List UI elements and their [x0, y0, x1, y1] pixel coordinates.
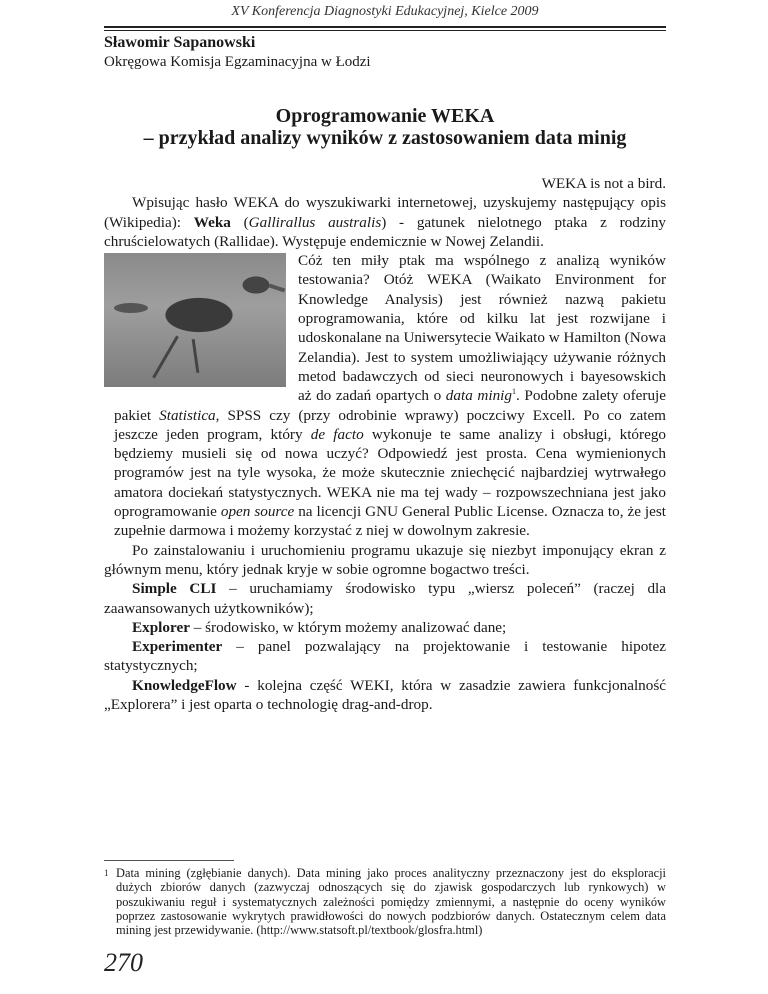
p2-italic-statistica: Statistica	[159, 406, 216, 424]
menu-term: Explorer	[132, 618, 190, 636]
menu-desc: – uruchamiamy środowisko typu „wiersz poleceń” (raczej dla zaawansowanych użytkowników);	[104, 580, 667, 617]
p2-text-b: . Podobne zalety oferuje pakiet	[114, 387, 666, 424]
bird-leg	[192, 339, 200, 373]
footnote-1	[104, 866, 666, 937]
footnote-reference[interactable]: 1	[512, 387, 516, 397]
footnote-separator	[104, 860, 234, 861]
header-double-rule	[104, 26, 666, 31]
menu-desc: - kolejna część WEKI, która w zasadzie zawiera funkcjonalność „Explorera” i jest oparta o technologię drag-and-drop.	[104, 676, 666, 714]
p1-bold-term: Weka	[193, 213, 231, 231]
p2-text-a: Cóż ten miły ptak ma wspólnego z analizą wyników testowania? Otóż WEKA (Waikato Environment for Knowledge Analysis) jest również nazwą pakietu oprogramowania, które od kilku lat jest rozwijane i udoskonalane na Uniwersytecie Waikato w Hamilton (Nowa Zelandia). Jest to system umożliwiający używanie różnych metod badawczych od sieci neuronowych i bayesowskich aż do zadań opartych o	[298, 252, 666, 405]
p1-text-a: Wpisując hasło WEKA do wyszukiwarki internetowej, uzyskujemy następujący opis (Wikipedia):	[104, 194, 666, 231]
bird-beak	[269, 284, 285, 293]
author-affiliation: Okręgowa Komisja Egzaminacyjna w Łodzi	[104, 54, 371, 70]
p2-italic-de-facto: de facto	[310, 425, 364, 443]
p1-text-c: ) - gatunek nielotnego ptaka z rodziny chruścielowatych (Rallidae). Występuje endemicznie w Nowej Zelandii.	[104, 213, 667, 250]
p2-italic-data-minig: data minig	[445, 387, 512, 405]
menu-item-simple-cli	[104, 579, 666, 618]
title-line-1: Oprogramowanie WEKA	[275, 105, 495, 127]
bird-leg	[152, 336, 179, 379]
menu-item-experimenter	[104, 637, 666, 676]
menu-term: Simple CLI	[132, 580, 217, 598]
page-number: 270	[104, 948, 143, 977]
menu-term: KnowledgeFlow	[132, 676, 237, 694]
menu-desc: – panel pozwalający na projektowanie i testowanie hipotez statystycznych;	[104, 638, 666, 675]
epigraph: WEKA is not a bird.	[541, 175, 666, 192]
menu-desc: – środowisko, w którym możemy analizować dane;	[189, 618, 507, 636]
article-body	[104, 174, 666, 714]
article-title	[104, 105, 666, 149]
p2-text-c: , SPSS czy (przy odrobinie wprawy) poczciwy Excell. Po co zatem jeszcze jeden program, który	[114, 406, 666, 443]
p1-text-b: (	[230, 213, 249, 231]
title-line-2: – przykład analizy wyników z zastosowaniem data minig	[143, 127, 627, 149]
author-name: Sławomir Sapanowski	[104, 34, 256, 51]
footnote-text: Data mining (zgłębianie danych). Data mining jako proces analityczny przeznaczony jest do eksploracji dużych zbiorów danych (zazwyczaj odnoszących się do zjawisk gospodarczych lub rynkowych) w poszukiwaniu reguł i systematycznych zależności pomiędzy zmiennymi, a następnie do oceny wyników poprzez zastosowanie wykrytych prawidłowości do nowych podzbiorów danych. Ostatecznym celem data mining jest przewidywanie. (http://www.statsoft.pl/textbook/glosfra.html)	[116, 866, 666, 938]
running-header: XV Konferencja Diagnostyki Edukacyjnej, Kielce 2009	[231, 4, 539, 19]
menu-term: Experimenter	[132, 638, 223, 656]
menu-item-knowledgeflow	[104, 676, 666, 715]
menu-item-explorer	[104, 618, 666, 637]
p2-italic-open-source: open source	[220, 503, 295, 521]
p2-text-e: na licencji GNU General Public License. Oznacza to, że jest zupełnie darmowa i możemy korzystać z niej w dowolnym zakresie.	[114, 503, 667, 540]
paragraph-3: Po zainstalowaniu i uruchomieniu programu ukazuje się niezbyt imponujący ekran z głównym menu, który jednak kryje w sobie ogromne bogactwo treści.	[104, 541, 666, 578]
p1-latin-name: Gallirallus australis	[248, 213, 382, 231]
footnote-number: 1	[104, 868, 109, 878]
paragraph-1	[104, 193, 666, 251]
p2-text-d: wykonuje te same analizy i obsługi, którego będziemy musieli się od nowa uczyć? Odpowiedź jest prosta. Cena wymienionych programów jest na tyle wysoka, że może skutecznie zniechęcić najbardziej wytrwałego amatora dociekań statystycznych. WEKA nie ma tej wady – rozpowszechniana jest jako oprogramowanie	[114, 425, 667, 521]
weka-bird-photo	[104, 253, 286, 387]
bird-tail	[114, 303, 148, 313]
